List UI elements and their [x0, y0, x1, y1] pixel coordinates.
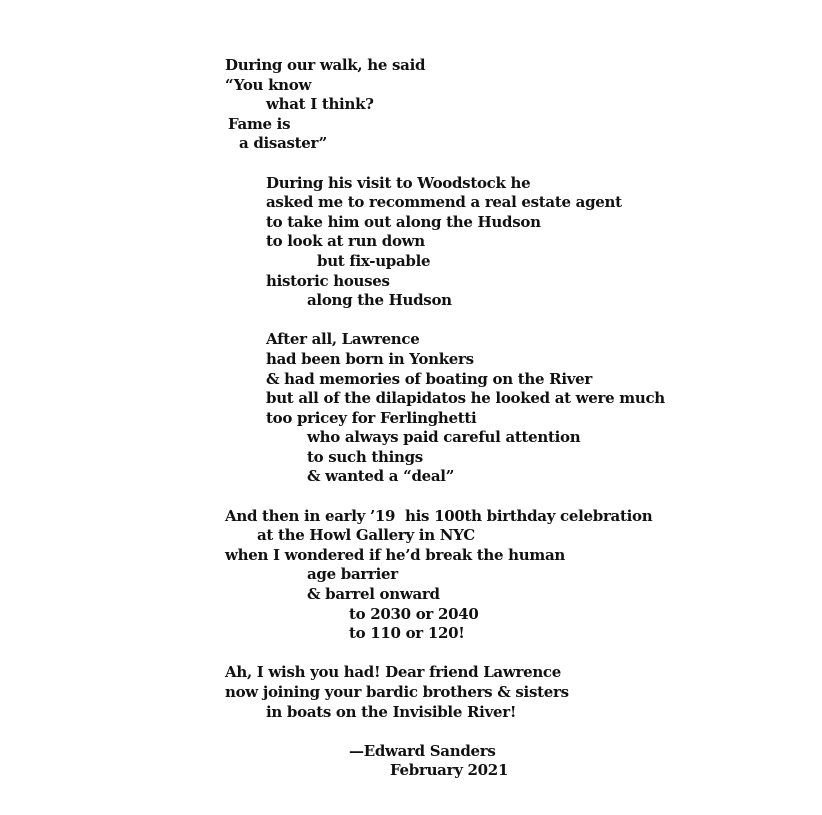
poem-line: to take him out along the Hudson [266, 212, 541, 231]
poem-line: Fame is [228, 114, 291, 133]
poem-line: what I think? [266, 95, 374, 114]
stanza-gap [225, 644, 785, 664]
stanza-1 [225, 56, 785, 154]
stanza-gap [225, 722, 785, 742]
stanza-gap [225, 311, 785, 331]
signature-date: February 2021 [390, 761, 509, 780]
poem-line: but fix-upable [317, 251, 431, 270]
stanza-2 [225, 174, 785, 311]
poem-line: to 2030 or 2040 [349, 604, 479, 623]
stanza-5 [225, 663, 785, 722]
poem-line: who always paid careful attention [307, 428, 581, 447]
poem-line: During our walk, he said [225, 56, 426, 74]
stanza-gap [225, 154, 785, 174]
poem-line: now joining your bardic brothers & sisters [225, 683, 569, 701]
stanza-4 [225, 507, 785, 644]
poem-line: & barrel onward [307, 585, 440, 604]
poem-line: & had memories of boating on the River [266, 369, 592, 388]
poem-line: And then in early ’19 his 100th birthday celebration [225, 506, 653, 525]
poem-line: asked me to recommend a real estate agent [266, 193, 622, 212]
poem-line: to such things [307, 447, 423, 466]
poem-line: in boats on the Invisible River! [266, 702, 517, 721]
poem-line: but all of the dilapidatos he looked at were much [266, 389, 665, 408]
poem-line: “You know [225, 75, 312, 94]
poem-line: too pricey for Ferlinghetti [266, 408, 477, 427]
poem-line: to look at run down [266, 232, 425, 251]
poem-line: when I wondered if he’d break the human [225, 545, 565, 564]
poem [225, 56, 785, 781]
poem-line: After all, Lawrence [266, 330, 420, 349]
poem-line: age barrier [307, 565, 398, 584]
stanza-gap [225, 487, 785, 507]
poem-line: During his visit to Woodstock he [266, 173, 531, 192]
poem-line: had been born in Yonkers [266, 349, 474, 368]
poem-line: a disaster” [239, 134, 327, 153]
signature-author: —Edward Sanders [349, 741, 496, 760]
stanza-3 [225, 330, 785, 487]
poem-line: Ah, I wish you had! Dear friend Lawrence [225, 663, 561, 682]
poem-line: at the Howl Gallery in NYC [257, 526, 475, 545]
poem-line: historic houses [266, 271, 390, 290]
poem-line: along the Hudson [307, 291, 452, 310]
poem-line: & wanted a “deal” [307, 467, 455, 486]
poem-line: to 110 or 120! [349, 624, 465, 643]
signature [225, 742, 785, 781]
